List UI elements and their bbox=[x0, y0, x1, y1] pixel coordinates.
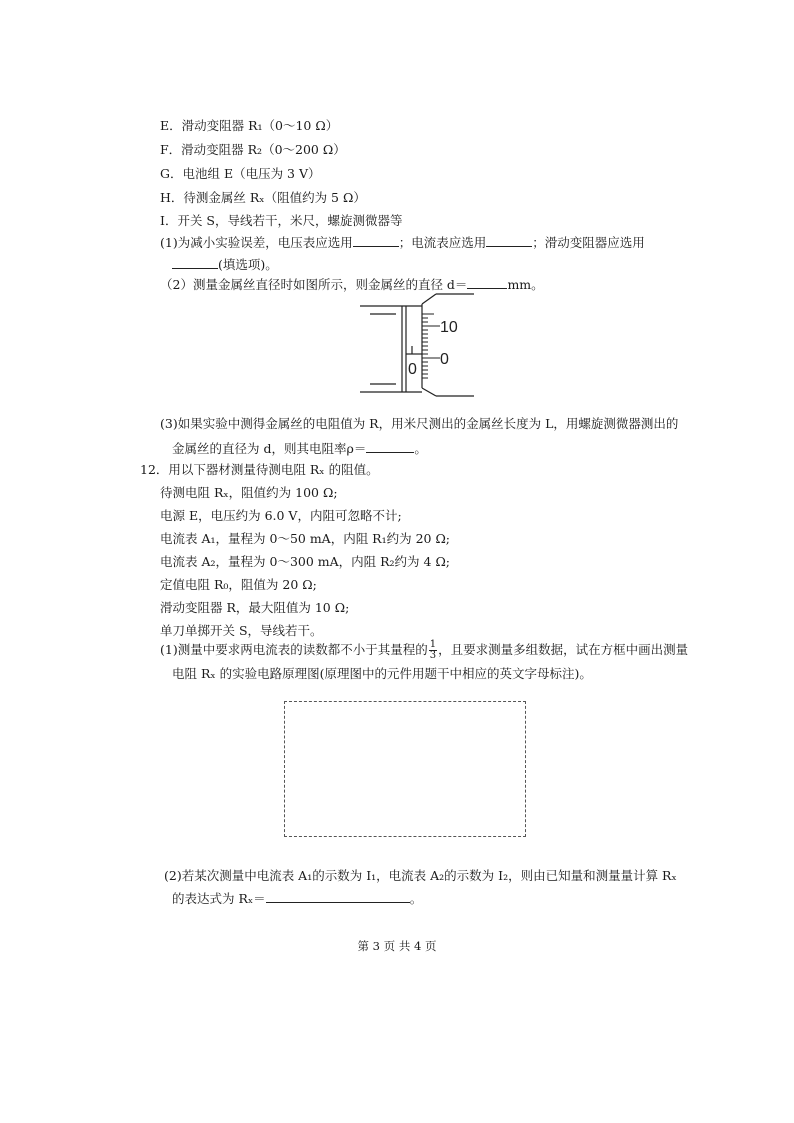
circuit-drawing-box[interactable] bbox=[284, 701, 526, 837]
q12-title: 12．用以下器材测量待测电阻 Rₓ 的阻值。 bbox=[140, 462, 379, 477]
q11-part2-text-a: （2）测量金属丝直径时如图所示，则金属丝的直径 d＝ bbox=[160, 277, 468, 292]
q12-material-2: 电源 E，电压约为 6.0 V，内阻可忽略不计; bbox=[160, 508, 402, 523]
answer-blank-rheostat[interactable] bbox=[172, 256, 218, 269]
answer-blank-resistivity[interactable] bbox=[366, 440, 414, 453]
q11-part1-text-d: (填选项)。 bbox=[218, 257, 278, 272]
answer-blank-ammeter[interactable] bbox=[486, 234, 532, 247]
q11-part3-line2 bbox=[172, 440, 427, 457]
option-h: H．待测金属丝 Rₓ（阻值约为 5 Ω） bbox=[160, 190, 366, 205]
q12-material-3: 电流表 A₁，量程为 0～50 mA，内阻 R₁约为 20 Ω; bbox=[160, 531, 451, 546]
q12-part1-text-b: ，且要求测量多组数据，试在方框中画出测量 bbox=[438, 642, 689, 657]
thimble-label-0: 0 bbox=[440, 351, 449, 368]
q12-part1-line2: 电阻 Rₓ 的实验电路原理图(原理图中的元件用题干中相应的英文字母标注)。 bbox=[172, 666, 592, 681]
option-e: E．滑动变阻器 R₁（0～10 Ω） bbox=[160, 118, 339, 133]
fraction-denominator: 3 bbox=[429, 650, 437, 661]
q12-material-4: 电流表 A₂，量程为 0～300 mA，内阻 R₂约为 4 Ω; bbox=[160, 554, 451, 569]
q12-part1-line1 bbox=[160, 638, 688, 662]
option-f: F．滑动变阻器 R₂（0～200 Ω） bbox=[160, 142, 346, 157]
q12-material-1: 待测电阻 Rₓ，阻值约为 100 Ω; bbox=[160, 485, 338, 500]
q11-part3-line1: (3)如果实验中测得金属丝的电阻值为 R，用米尺测出的金属丝长度为 L，用螺旋测微器测出的 bbox=[160, 416, 679, 431]
q11-part3-text-b: 金属丝的直径为 d，则其电阻率ρ＝ bbox=[172, 441, 367, 456]
thimble-label-10: 10 bbox=[440, 319, 458, 336]
q12-part2-line1: (2)若某次测量中电流表 A₁的示数为 I₁，电流表 A₂的示数为 I₂，则由已知量和测量量计算 Rₓ bbox=[164, 868, 677, 883]
q12-part1-text-a: (1)测量中要求两电流表的读数都不小于其量程的 bbox=[160, 642, 428, 657]
q12-material-6: 滑动变阻器 R，最大阻值为 10 Ω; bbox=[160, 600, 350, 615]
q12-material-5: 定值电阻 R₀，阻值为 20 Ω; bbox=[160, 577, 317, 592]
q12-part2-text-c: 。 bbox=[409, 891, 423, 906]
thimble-scale-ticks bbox=[422, 314, 440, 378]
sleeve-label-0: 0 bbox=[408, 361, 417, 378]
micrometer-diagram bbox=[356, 292, 486, 402]
option-g: G．电池组 E（电压为 3 V） bbox=[160, 166, 321, 181]
q12-part2-line2 bbox=[172, 890, 422, 907]
q12-part2-text-b: 的表达式为 Rₓ＝ bbox=[172, 891, 266, 906]
option-i: I．开关 S，导线若干，米尺，螺旋测微器等 bbox=[160, 213, 403, 228]
answer-blank-diameter[interactable] bbox=[467, 276, 507, 289]
q12-material-7: 单刀单掷开关 S，导线若干。 bbox=[160, 623, 323, 638]
page-number: 第 3 页 共 4 页 bbox=[357, 939, 437, 953]
fraction-numerator: 1 bbox=[429, 639, 437, 650]
q11-part1-text-c: ；滑动变阻器应选用 bbox=[532, 235, 645, 250]
q11-part1-text-a: (1)为减小实验误差，电压表应选用 bbox=[160, 235, 353, 250]
q11-part2 bbox=[160, 276, 544, 293]
q11-part2-text-b: mm。 bbox=[507, 277, 544, 292]
answer-blank-voltmeter[interactable] bbox=[353, 234, 399, 247]
q11-part1-text-b: ；电流表应选用 bbox=[398, 235, 487, 250]
q11-part1-cont bbox=[172, 256, 278, 273]
q11-part3-text-c: 。 bbox=[414, 441, 427, 456]
fraction-one-third bbox=[429, 640, 437, 661]
answer-blank-rx-expression[interactable] bbox=[266, 890, 410, 903]
q11-part1 bbox=[160, 234, 645, 251]
